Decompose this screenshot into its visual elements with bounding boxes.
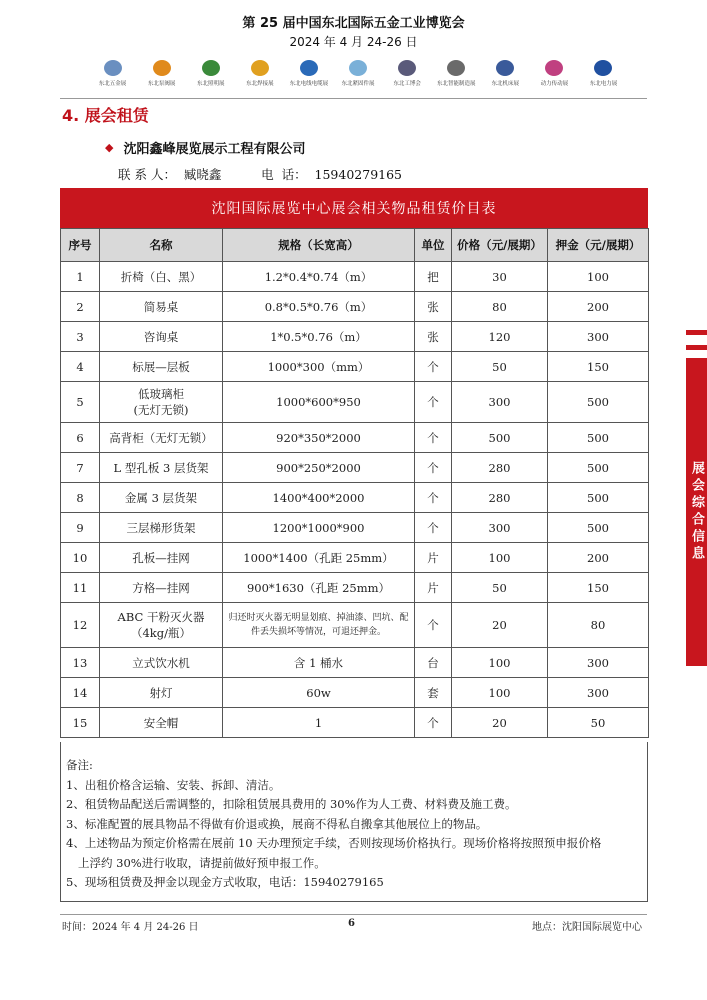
cell-spec: 920*350*2000 (223, 423, 415, 453)
cell-price: 100 (452, 648, 548, 678)
table-row (61, 573, 649, 603)
cell-no: 3 (61, 322, 100, 352)
exhibition-logo-label: 东北五金展 (98, 81, 127, 87)
cell-spec: 含 1 桶水 (223, 648, 415, 678)
cell-price: 50 (452, 352, 548, 382)
item-name: 低玻璃柜 (138, 387, 184, 401)
exhibition-logo-label: 动力传动展 (540, 81, 569, 87)
notes-box (60, 742, 648, 902)
cell-unit: 个 (415, 382, 452, 423)
cell-name: 安全帽 (100, 708, 223, 738)
cell-deposit: 300 (548, 322, 649, 352)
cell-spec: 1.2*0.4*0.74（m） (223, 262, 415, 292)
item-name-note: （4kg/瓶） (130, 626, 192, 640)
exhibition-logo-icon (251, 60, 269, 76)
cell-price: 280 (452, 483, 548, 513)
exhibition-logo-icon (153, 60, 171, 76)
cell-unit: 个 (415, 423, 452, 453)
cell-price: 50 (452, 573, 548, 603)
exhibition-logo-icon (398, 60, 416, 76)
table-row (61, 603, 649, 648)
table-row (61, 678, 649, 708)
cell-unit: 片 (415, 543, 452, 573)
page-number: 6 (348, 918, 355, 929)
cell-deposit: 300 (548, 678, 649, 708)
cell-name: 三层梯形货架 (100, 513, 223, 543)
cell-spec: 1000*1400（孔距 25mm） (223, 543, 415, 573)
exhibition-logo (137, 60, 186, 87)
exhibition-logo-icon (349, 60, 367, 76)
cell-no: 8 (61, 483, 100, 513)
company-line (105, 138, 305, 157)
table-row (61, 262, 649, 292)
table-row (61, 708, 649, 738)
exhibition-logo (186, 60, 235, 87)
exhibition-logo-icon (300, 60, 318, 76)
cell-no: 12 (61, 603, 100, 648)
cell-unit: 个 (415, 352, 452, 382)
cell-no: 1 (61, 262, 100, 292)
note-item: 4、上述物品为预定价格需在展前 10 天办理预定手续，否则按现场价格执行。现场价格将按照预申报价格 (66, 836, 602, 850)
section-title: 4. 展会租赁 (62, 106, 149, 125)
cell-no: 10 (61, 543, 100, 573)
cell-name: 立式饮水机 (100, 648, 223, 678)
footer-divider (60, 914, 647, 915)
cell-name (100, 603, 223, 648)
cell-name (100, 382, 223, 423)
cell-name: 方格—挂网 (100, 573, 223, 603)
cell-unit: 个 (415, 513, 452, 543)
cell-deposit: 80 (548, 603, 649, 648)
exhibition-logo-icon (496, 60, 514, 76)
cell-no: 11 (61, 573, 100, 603)
table-row (61, 513, 649, 543)
cell-spec: 60w (223, 678, 415, 708)
footer-location: 地点：沈阳国际展览中心 (532, 922, 642, 933)
table-row (61, 648, 649, 678)
cell-unit: 套 (415, 678, 452, 708)
exhibition-logo-label: 东北电线电缆展 (289, 81, 329, 87)
exhibition-logo-icon (545, 60, 563, 76)
side-tab[interactable]: 展会综合信息 (686, 358, 707, 666)
diamond-bullet-icon: ◆ (105, 141, 114, 154)
cell-name: 标展—层板 (100, 352, 223, 382)
cell-deposit: 500 (548, 382, 649, 423)
exhibition-logo-label: 东北焊接展 (246, 81, 274, 87)
cell-price: 100 (452, 678, 548, 708)
cell-price: 20 (452, 708, 548, 738)
exhibition-logo (432, 60, 481, 87)
exhibition-logo (383, 60, 432, 87)
exhibition-logo-icon (447, 60, 465, 76)
header-name: 名称 (100, 229, 223, 262)
exhibition-logo-label: 东北电力展 (589, 81, 618, 87)
cell-price: 500 (452, 423, 548, 453)
cell-spec: 归还时灭火器无明显划痕、掉油漆、凹坑、配件丢失损坏等情况，可退还押金。 (223, 603, 415, 648)
side-tab-stripe (686, 345, 707, 350)
exhibition-logo-label: 东北紧固件展 (341, 81, 375, 87)
exhibition-logo (579, 60, 628, 87)
cell-no: 4 (61, 352, 100, 382)
cell-unit: 把 (415, 262, 452, 292)
exhibition-logo-label: 东北机床展 (491, 81, 520, 87)
cell-no: 14 (61, 678, 100, 708)
cell-price: 120 (452, 322, 548, 352)
cell-no: 6 (61, 423, 100, 453)
cell-unit: 张 (415, 322, 452, 352)
exhibition-logo (481, 60, 530, 87)
cell-name: 简易桌 (100, 292, 223, 322)
table-row (61, 483, 649, 513)
cell-spec: 1000*600*950 (223, 382, 415, 423)
cell-deposit: 50 (548, 708, 649, 738)
cell-deposit: 100 (548, 262, 649, 292)
cell-spec: 900*1630（孔距 25mm） (223, 573, 415, 603)
exhibition-logo (88, 60, 137, 87)
cell-price: 280 (452, 453, 548, 483)
cell-no: 7 (61, 453, 100, 483)
cell-price: 30 (452, 262, 548, 292)
table-row (61, 453, 649, 483)
cell-price: 80 (452, 292, 548, 322)
table-row (61, 322, 649, 352)
cell-price: 20 (452, 603, 548, 648)
side-tab-stripe (686, 330, 707, 335)
cell-no: 13 (61, 648, 100, 678)
cell-unit: 个 (415, 603, 452, 648)
table-row (61, 292, 649, 322)
cell-deposit: 200 (548, 292, 649, 322)
table-row (61, 423, 649, 453)
table-row (61, 382, 649, 423)
cell-spec: 1200*1000*900 (223, 513, 415, 543)
notes-heading: 备注: (66, 758, 93, 772)
cell-spec: 0.8*0.5*0.76（m） (223, 292, 415, 322)
rental-price-table (60, 228, 649, 738)
item-name-note: (无灯无锁) (133, 403, 189, 417)
header-divider (60, 98, 647, 99)
cell-no: 5 (61, 382, 100, 423)
note-item: 上浮约 30%进行收取，请提前做好预申报工作。 (78, 855, 326, 870)
table-row (61, 543, 649, 573)
table-header-row (61, 229, 649, 262)
exhibition-logo-label: 东北泵阀展 (147, 81, 176, 87)
note-item: 2、租赁物品配送后需调整的，扣除租赁展具费用的 30%作为人工费、材料费及施工费。 (66, 797, 517, 811)
contact-info: 联 系 人： 臧晓鑫 电 话： 15940279165 (118, 167, 403, 182)
exhibition-logo-label: 东北工博会 (393, 81, 421, 87)
cell-deposit: 200 (548, 543, 649, 573)
exhibition-logo (235, 60, 284, 87)
exhibition-logo-label: 东北照明展 (196, 81, 225, 87)
header-price: 价格（元/展期） (452, 229, 548, 262)
note-item: 3、标准配置的展具物品不得做有价退或换，展商不得私自搬拿其他展位上的物品。 (66, 816, 488, 831)
header-deposit: 押金（元/展期） (548, 229, 649, 262)
cell-deposit: 500 (548, 483, 649, 513)
cell-deposit: 500 (548, 423, 649, 453)
cell-price: 300 (452, 513, 548, 543)
exhibition-logo-icon (202, 60, 220, 76)
cell-spec: 1400*400*2000 (223, 483, 415, 513)
exhibition-logo (530, 60, 579, 87)
cell-unit: 个 (415, 453, 452, 483)
cell-deposit: 500 (548, 453, 649, 483)
page-title: 第 25 届中国东北国际五金工业博览会 (242, 16, 465, 31)
cell-spec: 1 (223, 708, 415, 738)
table-row (61, 352, 649, 382)
exhibition-logo (333, 60, 382, 87)
cell-deposit: 300 (548, 648, 649, 678)
item-name: ABC 干粉灭火器 (117, 610, 205, 624)
cell-unit: 张 (415, 292, 452, 322)
event-date: 2024 年 4 月 24-26 日 (289, 35, 418, 49)
cell-no: 9 (61, 513, 100, 543)
cell-no: 2 (61, 292, 100, 322)
cell-deposit: 150 (548, 573, 649, 603)
exhibition-logo-icon (594, 60, 612, 76)
cell-no: 15 (61, 708, 100, 738)
note-item: 5、现场租赁费及押金以现金方式收取，电话：15940279165 (66, 875, 384, 889)
note-item: 1、出租价格含运输、安装、拆卸、清洁。 (66, 777, 281, 792)
header-unit: 单位 (415, 229, 452, 262)
cell-spec: 1*0.5*0.76（m） (223, 322, 415, 352)
cell-name: L 型孔板 3 层货架 (100, 453, 223, 483)
cell-spec: 1000*300（mm） (223, 352, 415, 382)
cell-name: 咨询桌 (100, 322, 223, 352)
cell-deposit: 500 (548, 513, 649, 543)
cell-unit: 片 (415, 573, 452, 603)
table-title-banner: 沈阳国际展览中心展会相关物品租赁价目表 (60, 188, 648, 228)
exhibition-logo-label: 东北智能制造展 (436, 81, 476, 87)
cell-name: 孔板—挂网 (100, 543, 223, 573)
cell-unit: 个 (415, 483, 452, 513)
cell-name: 高背柜（无灯无锁） (100, 423, 223, 453)
header-spec: 规格（长宽高） (223, 229, 415, 262)
footer-date: 时间：2024 年 4 月 24-26 日 (62, 922, 199, 933)
cell-deposit: 150 (548, 352, 649, 382)
cell-price: 100 (452, 543, 548, 573)
cell-name: 折椅（白、黑） (100, 262, 223, 292)
exhibition-logos (88, 60, 628, 87)
cell-name: 金属 3 层货架 (100, 483, 223, 513)
cell-name: 射灯 (100, 678, 223, 708)
header-no: 序号 (61, 229, 100, 262)
exhibition-logo (284, 60, 333, 87)
exhibition-logo-icon (104, 60, 122, 76)
cell-unit: 台 (415, 648, 452, 678)
cell-unit: 个 (415, 708, 452, 738)
company-name: 沈阳鑫峰展览展示工程有限公司 (123, 142, 306, 157)
cell-spec: 900*250*2000 (223, 453, 415, 483)
cell-price: 300 (452, 382, 548, 423)
